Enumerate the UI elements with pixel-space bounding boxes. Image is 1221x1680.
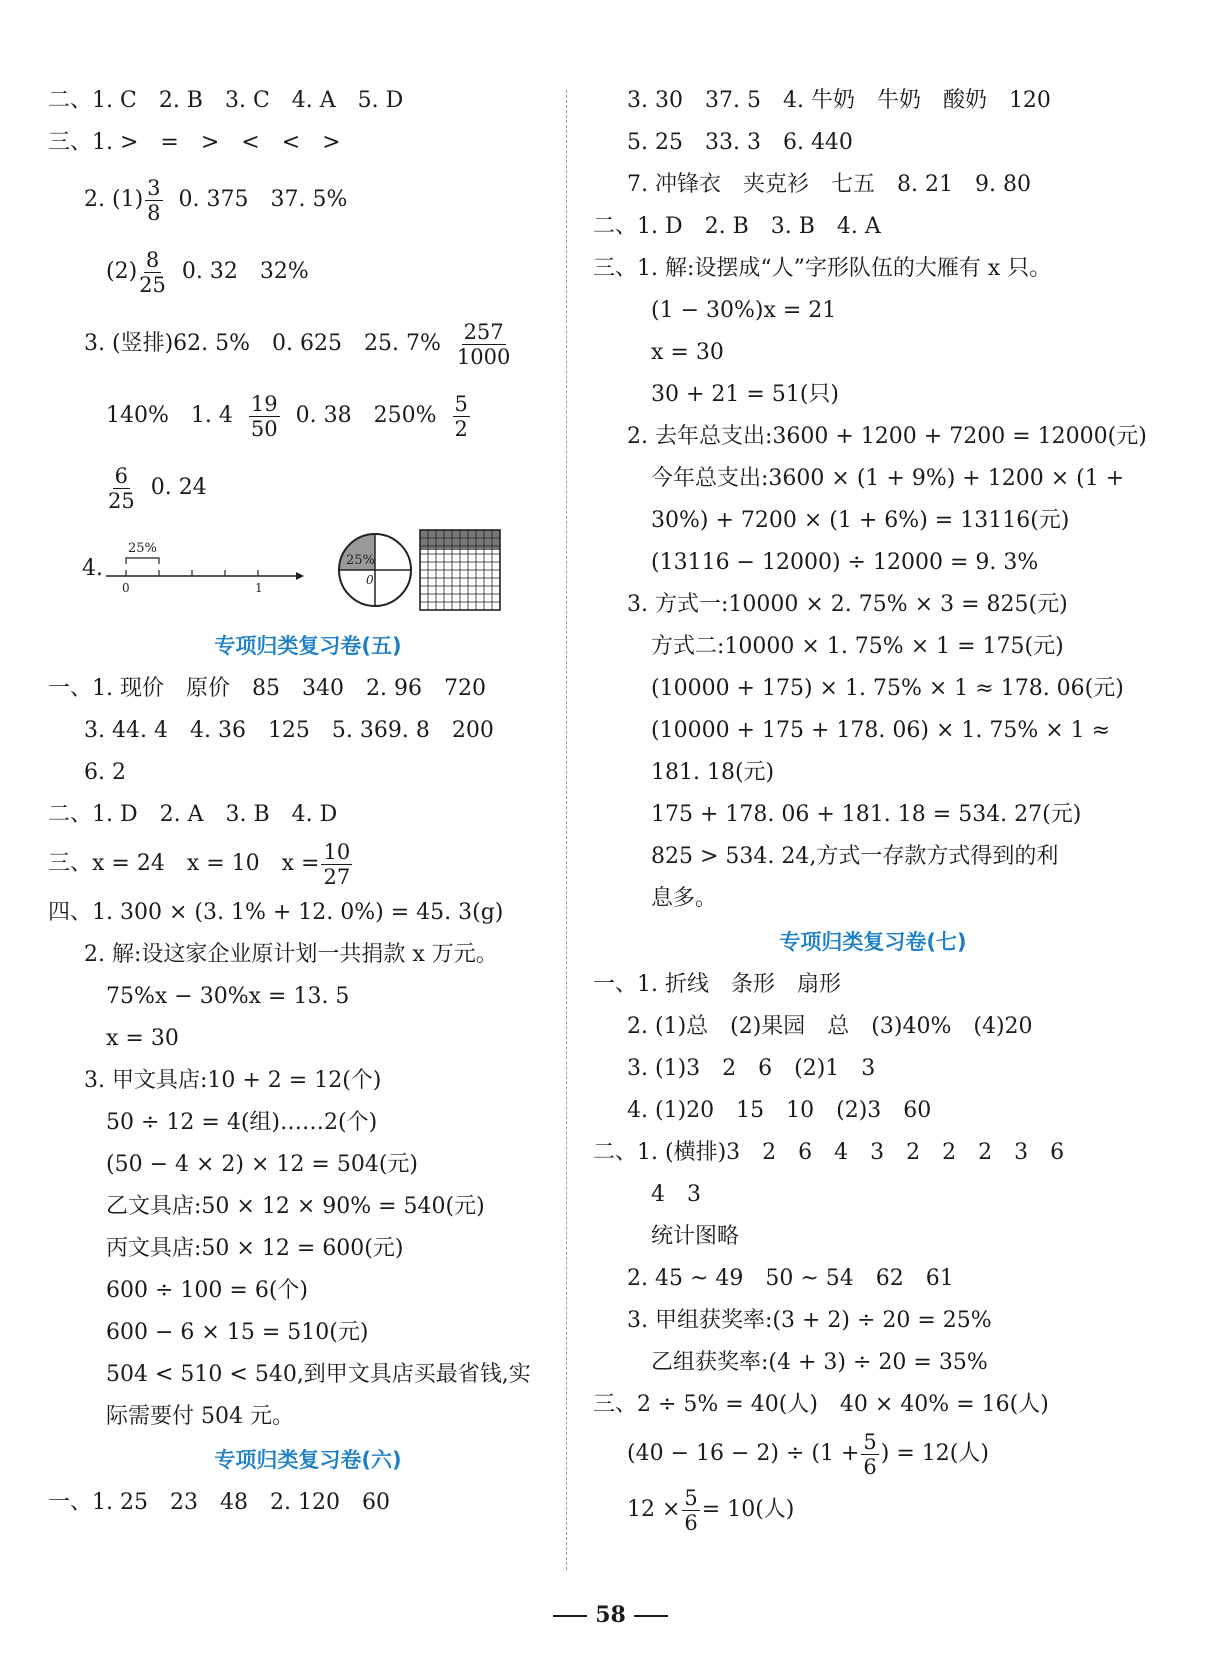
answer-line: 二、1. (横排)3 2 6 4 3 2 2 2 3 6: [593, 1140, 1065, 1165]
answer-line: 乙文具店:50 × 12 × 90% = 540(元): [106, 1194, 485, 1219]
answer-line: 一、1. 现价 原价 85 340 2. 96 720: [48, 676, 486, 701]
fraction: $\frac{5}{6}$: [684, 1485, 698, 1535]
answer-line: (10000 + 175 + 178. 06) × 1. 75% × 1 ≈: [651, 718, 1111, 743]
fraction: $\frac{8}{25}$: [139, 247, 166, 297]
answer-line: 3. 30 37. 5 4. 牛奶 牛奶 酸奶 120: [627, 88, 1051, 113]
fraction: $\frac{5}{2}$: [454, 391, 468, 441]
answer-line: 12 × $\frac{5}{6}$ = 10(人): [627, 1485, 795, 1535]
answer-line: 30%) + 7200 × (1 + 6%) = 13116(元): [651, 508, 1070, 533]
fraction: $\frac{257}{1000}$: [456, 319, 511, 369]
answer-line: (1 − 30%)x = 21: [651, 298, 837, 323]
section-title: 专项归类复习卷(六): [214, 1448, 402, 1472]
tick-label-one: 1: [255, 581, 263, 595]
fraction: $\frac{19}{50}$: [250, 391, 278, 441]
answer-line: 今年总支出:3600 × (1 + 9%) + 1200 × (1 +: [651, 466, 1125, 491]
pie-figure: [335, 530, 415, 610]
tick-label-zero: 0: [122, 581, 130, 595]
answer-line: 三、1. > = > < < >: [48, 130, 341, 155]
answer-line: x = 30: [651, 340, 724, 365]
answer-line: 504 < 510 < 540,到甲文具店买最省钱,实: [106, 1362, 531, 1387]
answer-line: 2. 解:设这家企业原计划一共捐款 x 万元。: [84, 942, 498, 967]
answer-line: 息多。: [651, 886, 718, 911]
number-line-ticks: [126, 570, 258, 576]
answer-line: 4. (1)20 15 10 (2)3 60: [627, 1098, 932, 1123]
fraction: $\frac{10}{27}$: [323, 839, 351, 889]
answer-line: (10000 + 175) × 1. 75% × 1 ≈ 178. 06(元): [651, 676, 1124, 701]
answer-line: 一、1. 折线 条形 扇形: [593, 972, 841, 997]
answer-line: $\frac{6}{25}$ 0. 24: [108, 463, 207, 513]
segment-brace: [126, 558, 159, 564]
answer-line: 方式二:10000 × 1. 75% × 1 = 175(元): [651, 634, 1064, 659]
answer-line: 统计图略: [651, 1224, 740, 1249]
answer-line: 181. 18(元): [651, 760, 775, 785]
pie-percent-label: 25%: [346, 553, 375, 568]
answer-line: 一、1. 25 23 48 2. 120 60: [48, 1490, 390, 1515]
answer-line: 2. 去年总支出:3600 + 1200 + 7200 = 12000(元): [627, 424, 1147, 449]
section-title: 专项归类复习卷(五): [214, 634, 402, 658]
answer-line: 四、1. 300 × (3. 1% + 12. 0%) = 45. 3(g): [48, 900, 504, 925]
answer-line: 3. (竖排)62. 5% 0. 625 25. 7% $\frac{257}{1000}$: [84, 319, 511, 369]
answer-line: 丙文具店:50 × 12 = 600(元): [106, 1236, 404, 1261]
answer-line: (50 − 4 × 2) × 12 = 504(元): [106, 1152, 418, 1177]
answer-line: 4 3: [651, 1182, 701, 1207]
page-number: 58: [0, 1602, 1221, 1628]
answer-line: 3. 甲组获奖率:(3 + 2) ÷ 20 = 25%: [627, 1308, 992, 1333]
answer-line: 二、1. C 2. B 3. C 4. A 5. D: [48, 88, 404, 113]
answer-line: 75%x − 30%x = 13. 5: [106, 984, 350, 1009]
answer-line: 际需要付 504 元。: [106, 1404, 294, 1429]
figure-row: [48, 524, 568, 624]
left-column: [48, 80, 568, 1524]
answer-line: 3. 44. 4 4. 36 125 5. 369. 8 200: [84, 718, 494, 743]
answer-line: 三、2 ÷ 5% = 40(人) 40 × 40% = 16(人): [593, 1392, 1049, 1417]
answer-line: 50 ÷ 12 = 4(组)……2(个): [106, 1110, 378, 1135]
number-line-figure: [106, 534, 306, 604]
number-line-arrow: [296, 572, 304, 580]
hundred-grid-figure: [418, 528, 502, 612]
answer-line: (40 − 16 − 2) ÷ (1 + $\frac{5}{6}$ ) = 12(人): [627, 1429, 989, 1479]
answer-line: 3. 方式一:10000 × 2. 75% × 3 = 825(元): [627, 592, 1068, 617]
answer-line: 3. 甲文具店:10 + 2 = 12(个): [84, 1068, 382, 1093]
answer-line: 600 ÷ 100 = 6(个): [106, 1278, 308, 1303]
section-title: 专项归类复习卷(七): [779, 930, 967, 954]
answer-line: 6. 2: [84, 760, 126, 785]
answer-line: 2. (1)总 (2)果园 总 (3)40% (4)20: [627, 1014, 1033, 1039]
page-number-dash: [553, 1615, 587, 1617]
answer-line: (2) $\frac{8}{25}$ 0. 32 32%: [106, 247, 309, 297]
answer-line: 乙组获奖率:(4 + 3) ÷ 20 = 35%: [651, 1350, 988, 1375]
pie-center-label: 0: [366, 573, 374, 587]
right-column: [593, 80, 1153, 1538]
answer-line: 3. (1)3 2 6 (2)1 3: [627, 1056, 876, 1081]
answer-line: 7. 冲锋衣 夹克衫 七五 8. 21 9. 80: [627, 172, 1031, 197]
answer-line: 30 + 21 = 51(只): [651, 382, 839, 407]
answer-line: (13116 − 12000) ÷ 12000 = 9. 3%: [651, 550, 1039, 575]
answer-line: 二、1. D 2. A 3. B 4. D: [48, 802, 338, 827]
answer-line: 三、1. 解:设摆成“人”字形队伍的大雁有 x 只。: [593, 256, 1052, 281]
answer-line: 2. 45 ~ 49 50 ~ 54 62 61: [627, 1266, 954, 1291]
answer-line: 600 − 6 × 15 = 510(元): [106, 1320, 369, 1345]
answer-line: 二、1. D 2. B 3. B 4. A: [593, 214, 881, 239]
fraction: $\frac{6}{25}$: [108, 463, 135, 513]
segment-label: 25%: [128, 541, 157, 556]
answer-line: 5. 25 33. 3 6. 440: [627, 130, 853, 155]
answer-line: x = 30: [106, 1026, 179, 1051]
answer-line: 三、x = 24 x = 10 x = $\frac{10}{27}$: [48, 839, 351, 889]
answer-line: 140% 1. 4 $\frac{19}{50}$ 0. 38 250% $\frac{5}{2}$: [106, 391, 468, 441]
answer-line: 825 > 534. 24,方式一存款方式得到的利: [651, 844, 1059, 869]
page-number-dash: [634, 1615, 668, 1617]
fraction: $\frac{3}{8}$: [147, 175, 161, 225]
question-number: 4.: [82, 556, 103, 581]
answer-line: 175 + 178. 06 + 181. 18 = 534. 27(元): [651, 802, 1082, 827]
fraction: $\frac{5}{6}$: [863, 1429, 877, 1479]
answer-line: 2. (1) $\frac{3}{8}$ 0. 375 37. 5%: [84, 175, 348, 225]
